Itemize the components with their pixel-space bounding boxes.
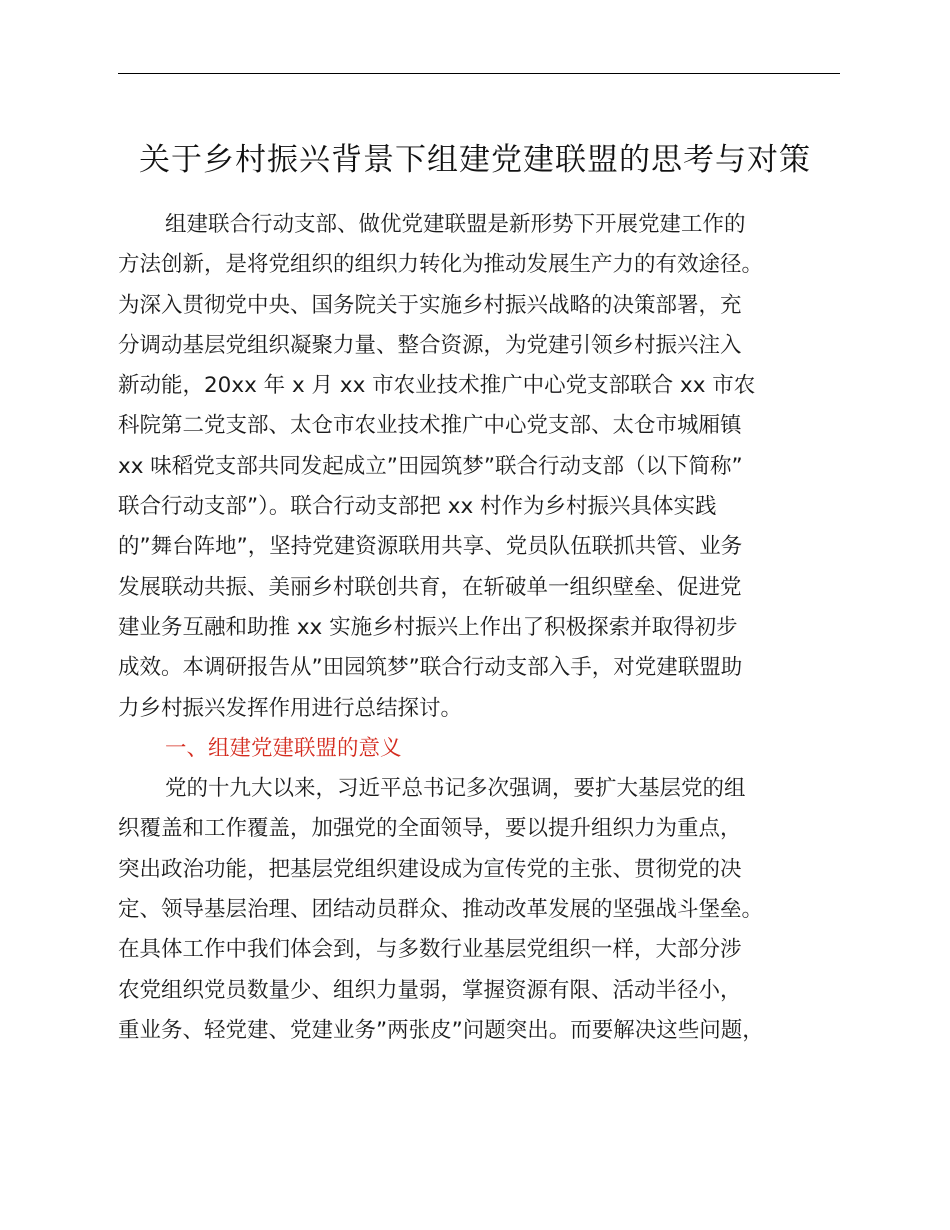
document-body bbox=[118, 205, 844, 1051]
paragraph-line: 农党组织党员数量少、组织力量弱，掌握资源有限、活动半径小， bbox=[118, 977, 742, 1003]
paragraph-line: xx 味稻党支部共同发起成立”田园筑梦”联合行动支部（以下简称” bbox=[118, 453, 743, 479]
paragraph-line: 在具体工作中我们体会到，与多数行业基层党组织一样，大部分涉 bbox=[118, 937, 742, 963]
paragraph-line: 定、领导基层治理、团结动员群众、推动改革发展的坚强战斗堡垒。 bbox=[118, 897, 764, 923]
paragraph-line: 新动能，20xx 年 x 月 xx 市农业技术推广中心党支部联合 xx 市农 bbox=[118, 373, 756, 399]
paragraph-line: 分调动基层党组织凝聚力量、整合资源，为党建引领乡村振兴注入 bbox=[118, 332, 742, 358]
paragraph-line: 突出政治功能，把基层党组织建设成为宣传党的主张、贯彻党的决 bbox=[118, 856, 742, 882]
paragraph-line: 联合行动支部”）。联合行动支部把 xx 村作为乡村振兴具体实践 bbox=[118, 494, 717, 520]
paragraph-line: 织覆盖和工作覆盖，加强党的全面领导，要以提升组织力为重点， bbox=[118, 816, 742, 842]
paragraph-line: 的”舞台阵地”，坚持党建资源联用共享、党员队伍联抓共管、业务 bbox=[118, 534, 743, 560]
document-title: 关于乡村振兴背景下组建党建联盟的思考与对策 bbox=[139, 142, 811, 178]
paragraph-line: 建业务互融和助推 xx 实施乡村振兴上作出了积极探索并取得初步 bbox=[118, 614, 738, 640]
paragraph-line: 组建联合行动支部、做优党建联盟是新形势下开展党建工作的 bbox=[165, 212, 746, 237]
paragraph-line: 重业务、轻党建、党建业务”两张皮”问题突出。而要解决这些问题， bbox=[118, 1017, 764, 1043]
section-heading: 一、组建党建联盟的意义 bbox=[165, 735, 402, 761]
paragraph-line: 科院第二党支部、太仓市农业技术推广中心党支部、太仓市城厢镇 bbox=[118, 413, 742, 439]
paragraph-line: 方法创新，是将党组织的组织力转化为推动发展生产力的有效途径。 bbox=[118, 252, 764, 278]
header-rule bbox=[118, 73, 840, 74]
paragraph-line: 发展联动共振、美丽乡村联创共育，在斩破单一组织壁垒、促进党 bbox=[118, 574, 742, 600]
paragraph-line: 成效。本调研报告从”田园筑梦”联合行动支部入手，对党建联盟助 bbox=[118, 655, 743, 681]
paragraph-line: 为深入贯彻党中央、国务院关于实施乡村振兴战略的决策部署，充 bbox=[118, 292, 742, 318]
paragraph-line: 党的十九大以来，习近平总书记多次强调，要扩大基层党的组 bbox=[165, 776, 746, 802]
paragraph-line: 力乡村振兴发挥作用进行总结探讨。 bbox=[118, 695, 463, 721]
